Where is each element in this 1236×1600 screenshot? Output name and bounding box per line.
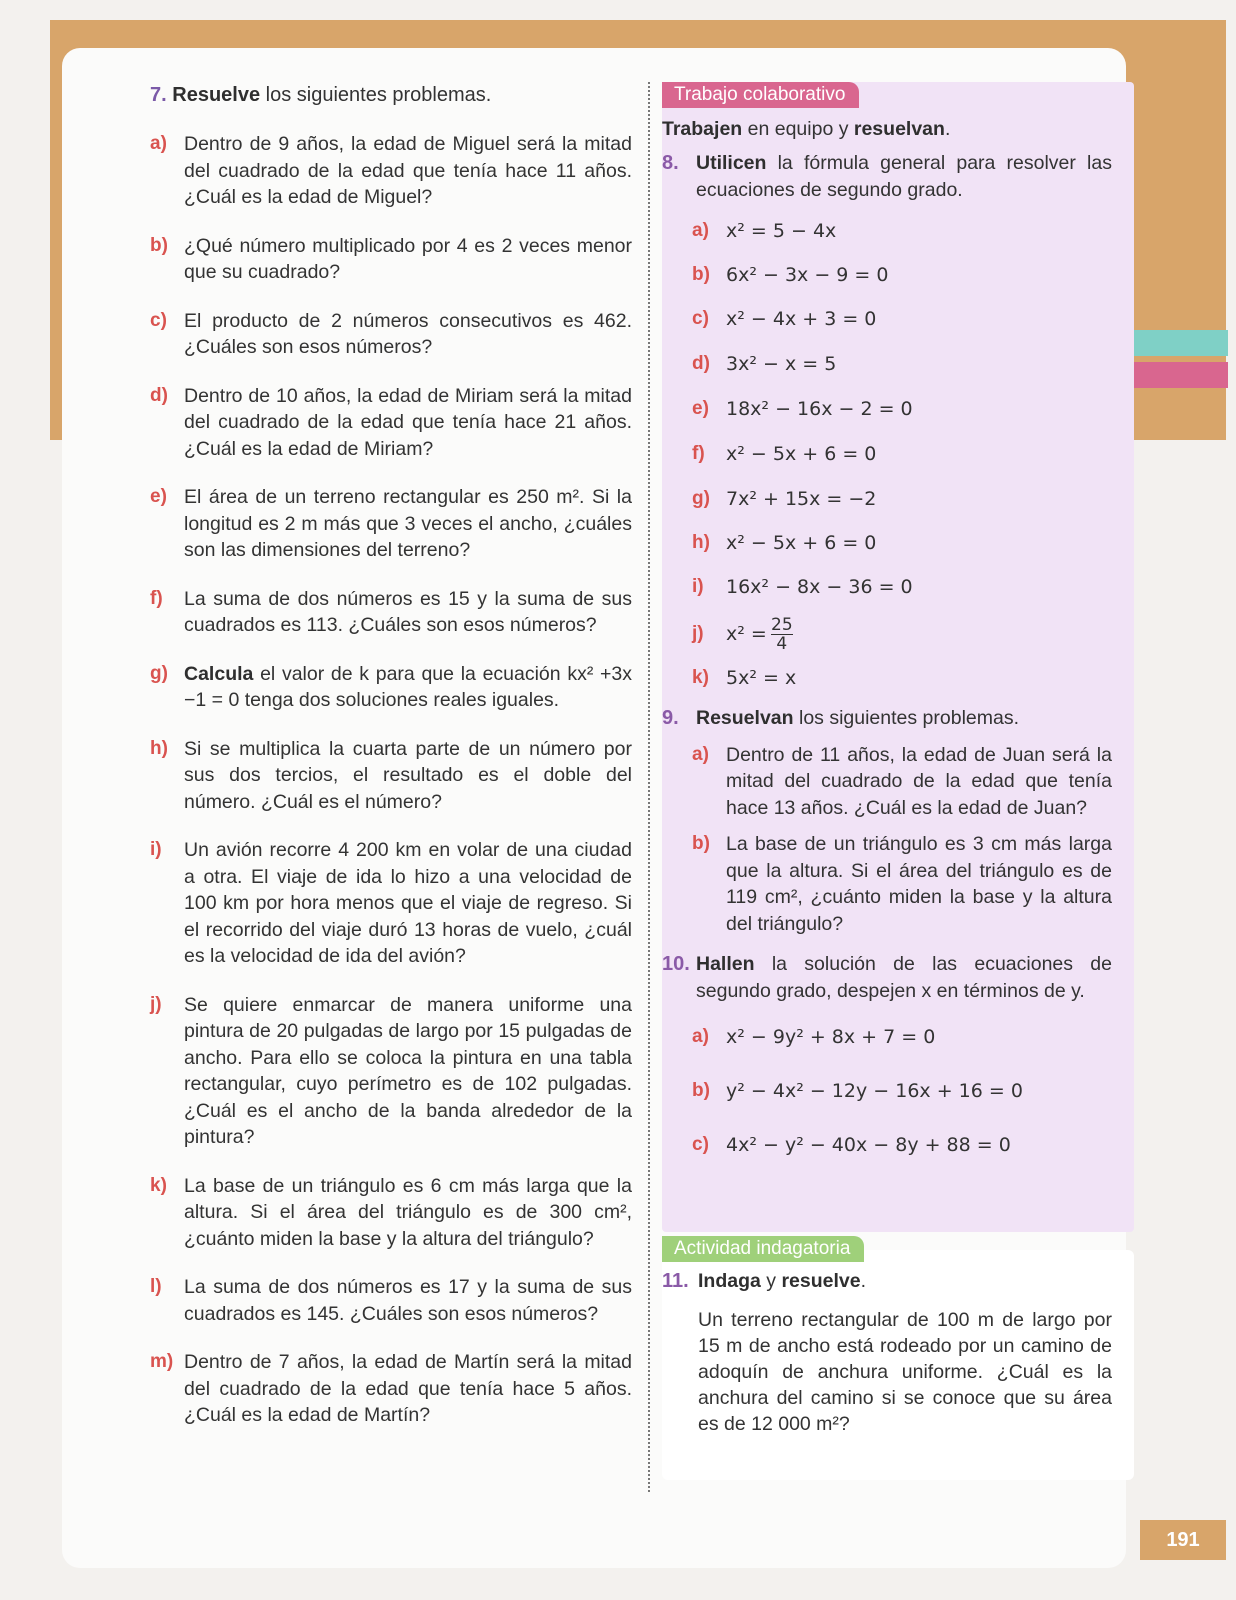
equation-item [692, 387, 1112, 431]
problem-text [184, 233, 632, 286]
exercise-7-items [150, 131, 632, 1429]
equation-item [692, 297, 1112, 341]
problem-item [150, 736, 632, 816]
right-column [662, 82, 1112, 1172]
equation-text: 4x² − y² − 40x − 8y + 88 = 0 [726, 1134, 1011, 1156]
problem-text [184, 837, 632, 970]
page-number: 191 [1140, 1520, 1226, 1560]
item-letter: e) [150, 486, 167, 507]
exercise-number: 9. [662, 707, 679, 729]
item-letter: g) [692, 488, 710, 509]
exercise-10-equations [662, 1010, 1112, 1172]
problem-text [184, 1349, 632, 1429]
exercise-9-heading [662, 705, 1112, 732]
item-letter: a) [692, 743, 709, 765]
equation-text: x² − 5x + 6 = 0 [726, 443, 877, 465]
item-letter: d) [150, 384, 168, 406]
equation-item [692, 1118, 1112, 1172]
item-letter: i) [692, 576, 704, 597]
problem-body: el valor de k para que la ecuación kx² +3x −1 = 0 tenga dos soluciones reales iguales. [184, 662, 632, 711]
problem-text: Dentro de 11 años, la edad de Juan será la mitad del cuadrado de la edad que tenía hace 13 años. ¿Cuál es la edad de Juan? [726, 743, 1112, 819]
equation-text: x² = 5 − 4x [726, 220, 837, 242]
exercise-7-heading [150, 82, 632, 109]
problem-item [150, 661, 632, 714]
exercise-9-items [662, 742, 1112, 938]
item-letter: c) [150, 309, 167, 331]
problem-body: Si se multiplica la cuarta parte de un número por sus dos tercios, el resultado es el doble del número. ¿Cuál es el número? [184, 737, 632, 813]
problem-text: La base de un triángulo es 3 cm más larga que la altura. Si el área del triángulo es de 119 cm², ¿cuánto miden la base y la altura del triángulo? [726, 833, 1112, 935]
problem-text [184, 661, 632, 714]
equation-text: x² − 5x + 6 = 0 [726, 532, 877, 554]
equation-item [692, 209, 1112, 253]
item-letter: c) [692, 1134, 709, 1155]
equation-j [662, 609, 1112, 659]
equation-item [692, 565, 1112, 609]
equation-item [692, 477, 1112, 521]
equation-text: 7x² + 15x = −2 [726, 488, 877, 510]
problem-body: Se quiere enmarcar de manera uniforme una pintura de 20 pulgadas de largo por 15 pulgadas de ancho. Para ello se coloca la pintura en una tabla rectangular, cuyo perímetro es de 102 pulgadas. ¿Cuál es el ancho de la banda alrededor de la pintura? [184, 993, 632, 1148]
exercise-verb: Resuelve [172, 84, 261, 106]
exercise-instruction: la solución de las ecuaciones de segundo grado, despejen x en términos de y. [696, 953, 1112, 1002]
item-letter: k) [150, 1174, 167, 1196]
problem-verb: Calcula [184, 662, 254, 685]
equation-text: 18x² − 16x − 2 = 0 [726, 398, 913, 420]
exercise-8-equations [662, 209, 1112, 609]
equation-k [662, 659, 1112, 697]
problem-item [150, 586, 632, 639]
intro-verb-1: Trabajen [662, 118, 743, 140]
problem-text [184, 736, 632, 816]
problem-body: La base de un triángulo es 6 cm más larga que la altura. Si el área del triángulo es de 300 cm², ¿cuánto miden la base y la altura del triángulo? [184, 1174, 632, 1250]
column-divider [648, 82, 650, 1492]
item-letter: a) [692, 1026, 709, 1047]
problem-text [184, 586, 632, 639]
inquiry-tag: Actividad indagatoria [662, 1236, 864, 1262]
item-letter: i) [150, 839, 162, 860]
item-letter: l) [150, 1276, 162, 1297]
problem-text [184, 383, 632, 463]
exercise-instruction: la fórmula general para resolver las ecuaciones de segundo grado. [696, 152, 1112, 201]
exercise-mid: y [760, 1270, 782, 1292]
equation-text: x² − 4x + 3 = 0 [726, 308, 877, 330]
problem-item [150, 308, 632, 361]
intro-end: . [944, 118, 951, 140]
exercise-number: 10. [662, 953, 690, 975]
equation-item [692, 253, 1112, 297]
problem-text [184, 131, 632, 211]
problem-item [150, 1173, 632, 1253]
exercise-verb: Utilicen [696, 152, 767, 174]
exercise-11-heading [662, 1268, 1112, 1295]
item-letter: b) [692, 264, 710, 285]
equation-text: y² − 4x² − 12y − 16x + 16 = 0 [726, 1080, 1023, 1102]
item-letter: b) [692, 1080, 710, 1101]
problem-item [150, 484, 632, 564]
item-letter: g) [150, 662, 168, 684]
item-letter: h) [692, 532, 710, 553]
problem-body: Dentro de 7 años, la edad de Martín será la mitad del cuadrado de la edad que tenía hace 5 años. ¿Cuál es la edad de Martín? [184, 1351, 632, 1426]
equation-text: 5x² = x [726, 667, 797, 689]
item-letter: c) [692, 308, 709, 329]
equation-item [692, 521, 1112, 565]
problem-item [692, 831, 1112, 937]
equation-text: x² − 9y² + 8x + 7 = 0 [726, 1026, 936, 1048]
problem-body: Dentro de 9 años, la edad de Miguel será la mitad del cuadrado de la edad que tenía hace 11 años. ¿Cuál es la edad de Miguel? [184, 133, 632, 208]
problem-text [184, 484, 632, 564]
exercise-verb: Indaga [698, 1270, 761, 1292]
equation-item [692, 431, 1112, 477]
equation-lhs: x² = [726, 623, 767, 645]
exercise-verb-2: resuelve [781, 1270, 861, 1292]
item-letter: f) [692, 443, 705, 464]
side-tab-pink [1128, 362, 1228, 388]
equation-item [692, 1010, 1112, 1064]
item-letter: b) [150, 234, 168, 256]
item-letter: j) [150, 993, 162, 1015]
equation-text: 6x² − 3x − 9 = 0 [726, 264, 889, 286]
item-letter: f) [150, 587, 163, 609]
equation-text: 3x² − x = 5 [726, 353, 837, 375]
item-letter: b) [692, 833, 710, 854]
problem-body: La suma de dos números es 17 y la suma de sus cuadrados es 145. ¿Cuáles son esos números? [184, 1276, 632, 1325]
item-letter: h) [150, 737, 168, 759]
item-letter: a) [150, 133, 167, 154]
problem-body: La suma de dos números es 15 y la suma de sus cuadrados es 113. ¿Cuáles son esos números? [184, 587, 632, 636]
item-letter: m) [150, 1351, 174, 1372]
exercise-instruction: los siguientes problemas. [793, 707, 1020, 729]
exercise-10-heading [662, 951, 1112, 1004]
problem-item [150, 1349, 632, 1429]
exercise-verb: Hallen [696, 953, 755, 975]
inquiry-section [662, 1238, 1112, 1437]
problem-item [150, 383, 632, 463]
collaborative-tag: Trabajo colaborativo [662, 82, 859, 108]
intro-verb-2: resuelvan [853, 118, 945, 140]
exercise-number: 11. [662, 1270, 689, 1292]
fraction-denominator: 4 [776, 633, 788, 654]
exercise-8-heading [662, 150, 1112, 203]
collaborative-intro [662, 116, 1112, 142]
problem-item [150, 233, 632, 286]
exercise-verb: Resuelvan [696, 707, 794, 729]
problem-text [184, 1173, 632, 1253]
problem-item [150, 837, 632, 970]
fraction-numerator: 25 [771, 614, 793, 635]
problem-text [184, 308, 632, 361]
exercise-number: 8. [662, 152, 679, 174]
item-letter: e) [692, 398, 709, 419]
equation-item [692, 341, 1112, 387]
item-letter: d) [692, 353, 710, 374]
problem-body: Dentro de 10 años, la edad de Miriam será la mitad del cuadrado de la edad que tenía hace 21 años. ¿Cuál es la edad de Miriam? [184, 384, 632, 460]
item-letter: k) [692, 667, 709, 688]
problem-body: El área de un terreno rectangular es 250 m². Si la longitud es 2 m más que 3 veces el ancho, ¿cuáles son las dimensiones del terreno? [184, 486, 632, 561]
fraction [771, 616, 793, 653]
exercise-number: 7. [150, 84, 167, 106]
problem-text [184, 1274, 632, 1327]
problem-body: ¿Qué número multiplicado por 4 es 2 veces menor que su cuadrado? [184, 234, 632, 283]
item-letter: j) [692, 623, 704, 644]
problem-item [150, 1274, 632, 1327]
problem-body: El producto de 2 números consecutivos es 462. ¿Cuáles son esos números? [184, 309, 632, 358]
problem-item [692, 742, 1112, 822]
problem-text [184, 992, 632, 1151]
intro-mid: en equipo y [742, 118, 854, 140]
problem-item [150, 131, 632, 211]
problem-body: Un avión recorre 4 200 km en volar de una ciudad a otra. El viaje de ida lo hizo a una velocidad de 100 km por hora menos que el viaje de regreso. Si el recorrido del viaje duró 13 horas de vuelo, ¿cuál es la velocidad de ida del avión? [184, 839, 632, 967]
exercise-11-problem: Un terreno rectangular de 100 m de largo por 15 m de ancho está rodeado por un camino de adoquín de anchura uniforme. ¿Cuál es la anchura del camino si se conoce que su área es de 12 000 m²? [698, 1308, 1112, 1435]
equation-item [692, 1064, 1112, 1118]
left-column [150, 82, 632, 1429]
problem-item [150, 992, 632, 1151]
exercise-end: . [860, 1270, 867, 1292]
exercise-instruction: los siguientes problemas. [260, 84, 492, 106]
equation-text: 16x² − 8x − 36 = 0 [726, 576, 913, 598]
item-letter: a) [692, 220, 709, 241]
side-tab-teal [1128, 330, 1228, 356]
